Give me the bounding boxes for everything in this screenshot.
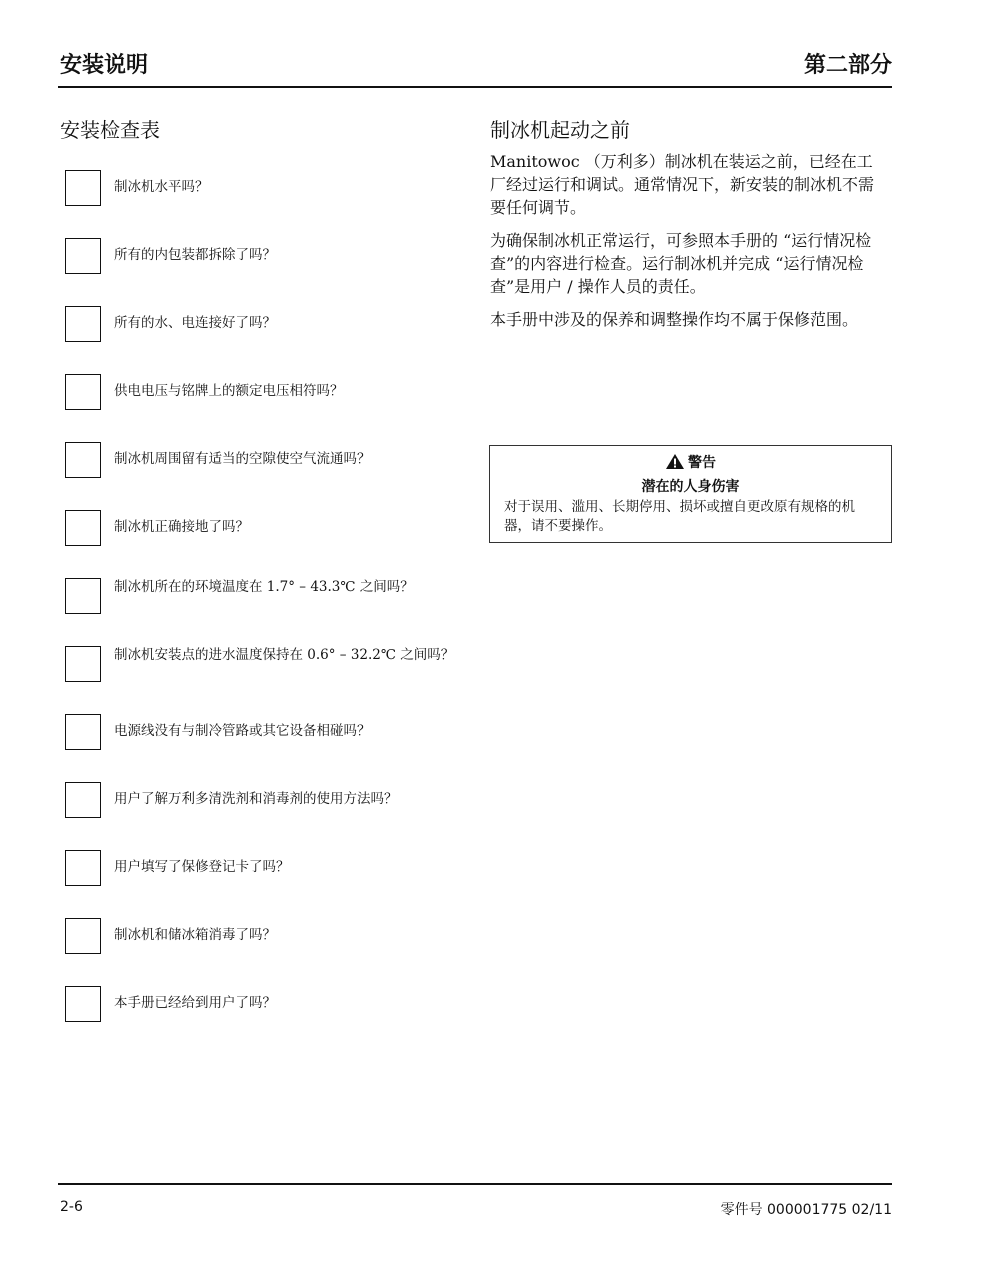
checklist-item-label: 所有的内包装都拆除了吗？ [114, 247, 276, 263]
checkbox[interactable] [65, 986, 101, 1022]
warning-subtitle: 潜在的人身伤害 [641, 479, 740, 495]
checkbox[interactable] [65, 714, 101, 750]
checkbox[interactable] [65, 238, 101, 274]
checklist-item-label: 制冰机安装点的进水温度保持在 0.6° – 32.2℃ 之间吗？ [114, 647, 455, 663]
checklist-item-label: 用户填写了保修登记卡了吗？ [114, 859, 290, 875]
checkbox[interactable] [65, 646, 101, 682]
warning-label: 警告 [688, 455, 716, 471]
checklist-item-label: 用户了解万利多清洗剂和消毒剂的使用方法吗？ [114, 791, 398, 807]
warning-triangle-icon [665, 453, 685, 474]
checklist-item [65, 578, 465, 618]
checkbox[interactable] [65, 578, 101, 614]
checklist-item-label: 制冰机周围留有适当的空隙使空气流通吗？ [114, 451, 371, 467]
checklist-item-label: 制冰机正确接地了吗？ [114, 519, 249, 535]
checklist-title: 安装检查表 [60, 118, 160, 142]
warning-header [504, 452, 877, 474]
checkbox[interactable] [65, 850, 101, 886]
warning-box [489, 445, 892, 543]
part-number: 零件号 000001775 02/11 [720, 1202, 892, 1218]
checklist-item [65, 850, 465, 890]
checkbox[interactable] [65, 510, 101, 546]
checklist-item [65, 918, 465, 958]
checklist-item-label: 电源线没有与制冷管路或其它设备相碰吗？ [114, 723, 371, 739]
checkbox[interactable] [65, 170, 101, 206]
footer-rule [58, 1183, 892, 1185]
checklist-item [65, 374, 465, 414]
checklist-item-label: 本手册已经给到用户了吗？ [114, 995, 276, 1011]
paragraph: 本手册中涉及的保养和调整操作均不属于保修范围。 [490, 310, 859, 329]
page-number: 2-6 [60, 1199, 83, 1215]
checklist-item [65, 714, 465, 754]
checklist-item-label: 所有的水、电连接好了吗？ [114, 315, 276, 331]
before-start-title: 制冰机起动之前 [490, 118, 630, 142]
checklist-item-label: 供电电压与铭牌上的额定电压相符吗？ [114, 383, 344, 399]
warning-body: 对于误用、滥用、长期停用、损坏或擅自更改原有规格的机器，请不要操作。 [504, 499, 855, 534]
checklist-item [65, 238, 465, 278]
checkbox[interactable] [65, 442, 101, 478]
checklist-item [65, 986, 465, 1026]
checklist-item-label: 制冰机水平吗？ [114, 179, 209, 195]
checkbox[interactable] [65, 782, 101, 818]
checklist-item [65, 646, 465, 686]
checklist-item [65, 170, 465, 210]
before-start-section [490, 150, 885, 341]
checkbox[interactable] [65, 306, 101, 342]
checklist-item [65, 510, 465, 550]
header-left-title: 安装说明 [60, 53, 149, 78]
checkbox[interactable] [65, 918, 101, 954]
checklist-item [65, 306, 465, 346]
header-rule [58, 86, 892, 88]
checklist-item-label: 制冰机所在的环境温度在 1.7° – 43.3℃ 之间吗？ [114, 579, 414, 595]
checkbox[interactable] [65, 374, 101, 410]
paragraph: Manitowoc （万利多）制冰机在装运之前，已经在工厂经过运行和调试。通常情况下，新安装的制冰机不需要任何调节。 [490, 152, 875, 217]
checklist-item [65, 442, 465, 482]
checklist-item-label: 制冰机和储冰箱消毒了吗？ [114, 927, 276, 943]
checklist-item [65, 782, 465, 822]
header-right-title: 第二部分 [803, 53, 892, 78]
paragraph: 为确保制冰机正常运行，可参照本手册的 “运行情况检查”的内容进行检查。运行制冰机并完成 “运行情况检查”是用户 / 操作人员的责任。 [490, 231, 872, 296]
